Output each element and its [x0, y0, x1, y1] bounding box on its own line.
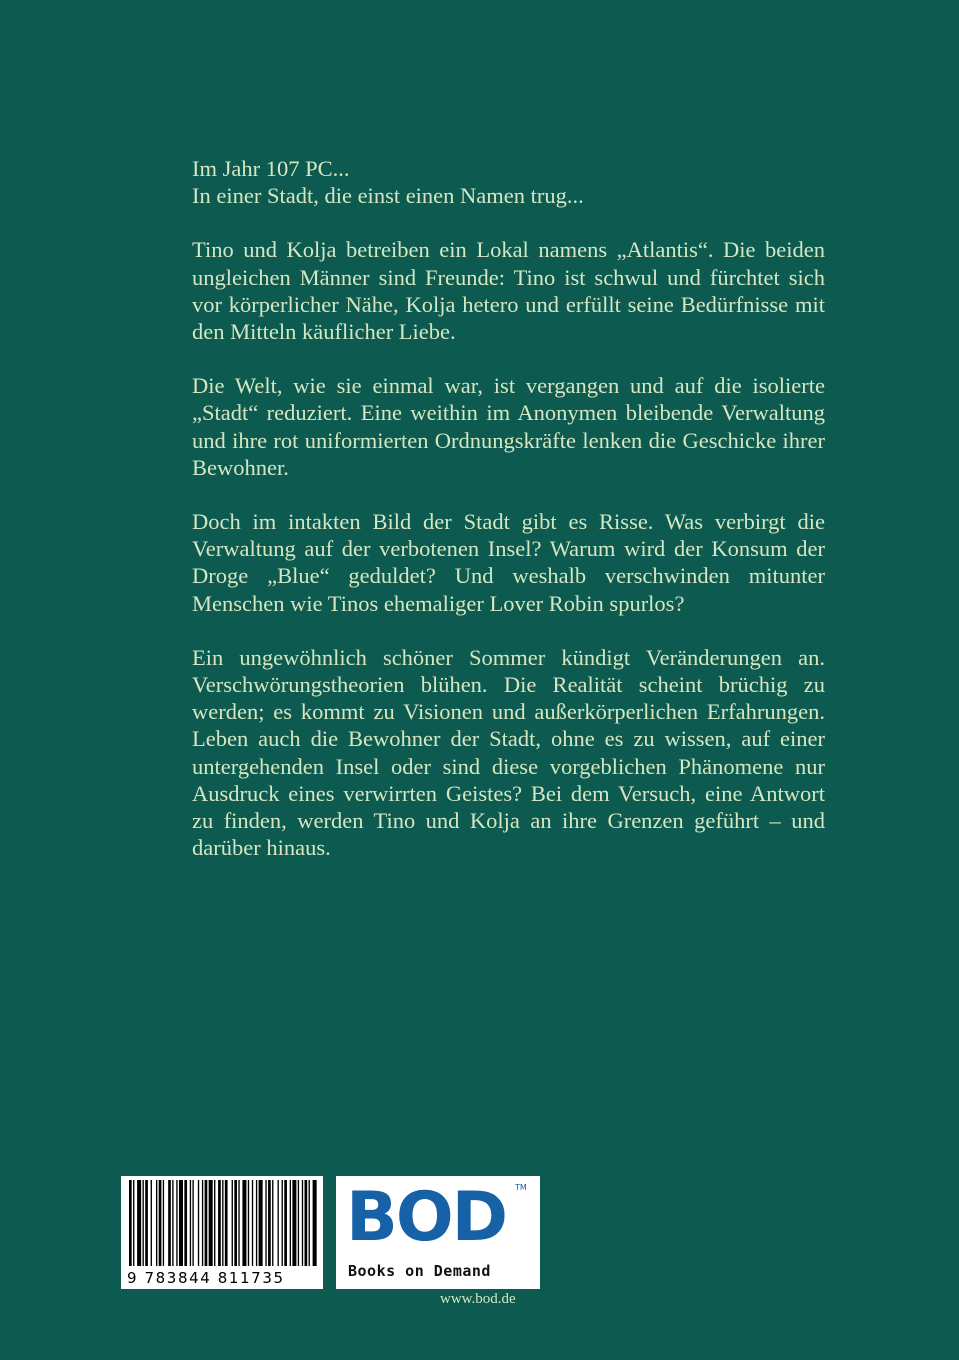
barcode-bar	[156, 1180, 157, 1266]
publisher-logo	[336, 1176, 540, 1289]
paragraph-characters: Tino und Kolja betreiben ein Lokal namens „Atlantis“. Die beiden ungleichen Männer sind Freunde: Tino ist schwul und fürchtet sich vor körperlicher Nähe, Kolja hetero und erfüllt seine Bedürfnisse mit den Mitteln käuflicher Liebe.	[192, 237, 825, 345]
barcode-bar	[252, 1180, 253, 1266]
barcode-bar	[298, 1180, 299, 1266]
barcode-bar	[309, 1180, 310, 1266]
barcode-bar	[168, 1180, 171, 1266]
barcode-bar	[234, 1180, 237, 1266]
barcode-bar	[202, 1180, 203, 1266]
barcode-bar	[143, 1180, 144, 1266]
barcode-bar	[282, 1180, 283, 1266]
barcode-bar	[190, 1180, 191, 1266]
barcode-bar	[238, 1180, 239, 1266]
barcode-bar	[284, 1180, 287, 1266]
barcode-bar	[268, 1180, 271, 1266]
barcode-bar	[133, 1180, 134, 1266]
bod-logo-text: BOD	[346, 1178, 507, 1257]
publisher-url: www.bod.de	[440, 1291, 516, 1307]
barcode-bar	[222, 1180, 223, 1266]
barcode-bar	[305, 1180, 308, 1266]
barcode-bar	[232, 1180, 233, 1266]
barcode-bar	[278, 1180, 279, 1266]
intro-line-2: In einer Stadt, die einst einen Namen trug...	[192, 183, 584, 209]
barcode-bar	[129, 1180, 132, 1266]
barcode-bar	[292, 1180, 296, 1266]
barcode-bar	[205, 1180, 208, 1266]
publisher-tagline: Books on Demand	[348, 1262, 491, 1280]
barcode-bars	[121, 1176, 323, 1271]
isbn-barcode	[121, 1176, 323, 1289]
barcode-bar	[179, 1180, 183, 1266]
barcode-bar	[184, 1180, 187, 1266]
barcode-bar	[176, 1180, 177, 1266]
barcode-bar	[159, 1180, 162, 1266]
barcode-bar	[259, 1180, 263, 1266]
barcode-bar	[209, 1180, 213, 1266]
barcode-bar	[242, 1180, 246, 1266]
blurb-text	[192, 155, 825, 888]
barcode-bar	[218, 1180, 221, 1266]
barcode-bar	[290, 1180, 291, 1266]
barcode-bar	[198, 1180, 199, 1266]
barcode-bar	[192, 1180, 193, 1266]
barcode-bar	[137, 1180, 141, 1266]
barcode-bar	[272, 1180, 273, 1266]
barcode-bar	[313, 1180, 317, 1266]
barcode-bar	[172, 1180, 173, 1266]
barcode-bar	[225, 1180, 228, 1266]
barcode-bar	[151, 1180, 152, 1266]
barcode-bar	[214, 1180, 215, 1266]
paragraph-cracks: Doch im intakten Bild der Stadt gibt es Risse. Was verbirgt die Verwaltung auf der verbotenen Insel? Warum wird der Konsum der Droge „Blue“ geduldet? Und weshalb verschwinden mitunter Menschen wie Tinos ehemaliger Lover Robin spurlos?	[192, 509, 825, 616]
barcode-bar	[302, 1180, 303, 1266]
paragraph-summer: Ein ungewöhnlich schöner Sommer kündigt Veränderungen an. Verschwörungstheorien blühen. Die Realität scheint brüchig zu werden; es kommt zu Visionen und außerkörperlichen Erfahrungen. Leben auch die Bewohner der Stadt, ohne es zu wissen, auf einer untergehenden Insel oder sind diese vorgeblichen Phänomene nur Ausdruck eines verwirrten Geistes? Bei dem Versuch, eine Antwort zu finden, werden Tino und Kolja an ihre Grenzen geführt – und darüber hinaus.	[192, 644, 825, 861]
barcode-bar	[256, 1180, 257, 1266]
intro-paragraph	[192, 155, 825, 209]
paragraph-world: Die Welt, wie sie einmal war, ist vergangen und auf die isolierte „Stadt“ reduziert. Eine weithin im Anonymen bleibende Verwaltung und ihre rot uniformierten Ordnungskräfte lenken die Geschicke ihrer Bewohner.	[192, 373, 825, 480]
barcode-bar	[265, 1180, 266, 1266]
trademark-mark: TM	[515, 1183, 527, 1192]
isbn-number: 9 783844 811735	[127, 1269, 285, 1287]
barcode-bar	[163, 1180, 164, 1266]
barcode-bar	[145, 1180, 148, 1266]
barcode-bar	[248, 1180, 249, 1266]
intro-line-1: Im Jahr 107 PC...	[192, 156, 350, 181]
